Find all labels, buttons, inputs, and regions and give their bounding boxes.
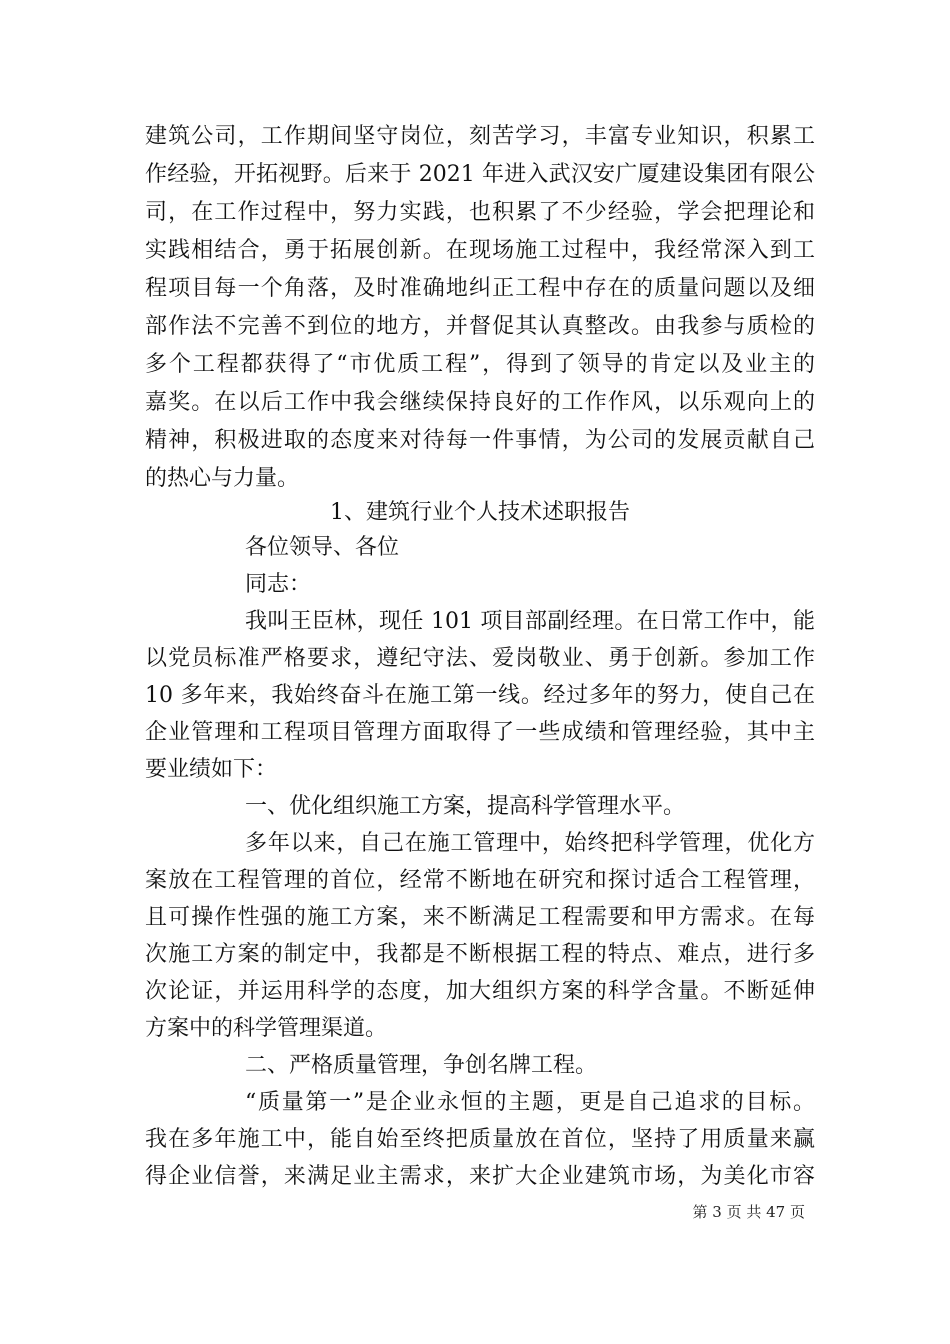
text-line: 得企业信誉，来满足业主需求，来扩大企业建筑市场，为美化市容 xyxy=(145,1164,815,1189)
text-line: “质量第一”是企业永恒的主题，更是自己追求的目标。 xyxy=(245,1090,815,1115)
subheading: 一、优化组织施工方案，提高科学管理水平。 xyxy=(245,794,686,819)
text-line: 且可操作性强的施工方案，来不断满足工程需要和甲方需求。在每 xyxy=(145,905,815,930)
text-line: 次施工方案的制定中，我都是不断根据工程的特点、难点，进行多 xyxy=(145,942,815,967)
text-line: 建筑公司，工作期间坚守岗位，刻苦学习，丰富专业知识，积累工 xyxy=(145,124,815,149)
text-line: 企业管理和工程项目管理方面取得了一些成绩和管理经验，其中主 xyxy=(145,720,815,745)
text-line: 以党员标准严格要求，遵纪守法、爱岗敬业、勇于创新。参加工作 xyxy=(145,646,815,671)
text-line: 作经验，开拓视野。后来于 2021 年进入武汉安广厦建设集团有限公 xyxy=(145,162,815,187)
text-line: 部作法不完善不到位的地方，并督促其认真整改。由我参与质检的 xyxy=(145,314,815,339)
text-line: 案放在工程管理的首位，经常不断地在研究和探讨适合工程管理， xyxy=(145,868,815,893)
text-line: 精神，积极进取的态度来对待每一件事情，为公司的发展贡献自己 xyxy=(145,428,815,453)
subheading: 二、严格质量管理，争创名牌工程。 xyxy=(245,1053,598,1078)
text-line: 10 多年来，我始终奋斗在施工第一线。经过多年的努力，使自己在 xyxy=(145,683,815,708)
text-line: 多个工程都获得了“市优质工程”，得到了领导的肯定以及业主的 xyxy=(145,352,815,377)
text-line: 要业绩如下： xyxy=(145,757,278,782)
text-line: 我叫王臣林，现任 101 项目部副经理。在日常工作中，能 xyxy=(245,609,815,634)
text-line: 方案中的科学管理渠道。 xyxy=(145,1016,388,1041)
section-heading: 1、建筑行业个人技术述职报告 xyxy=(330,500,630,525)
text-line: 我在多年施工中，能自始至终把质量放在首位，坚持了用质量来赢 xyxy=(145,1127,815,1152)
text-line: 多年以来，自己在施工管理中，始终把科学管理，优化方 xyxy=(245,831,815,856)
text-line: 嘉奖。在以后工作中我会继续保持良好的工作作风，以乐观向上的 xyxy=(145,390,815,415)
text-line: 次论证，并运用科学的态度，加大组织方案的科学含量。不断延伸 xyxy=(145,979,815,1004)
text-line: 司，在工作过程中，努力实践，也积累了不少经验，学会把理论和 xyxy=(145,200,815,225)
salutation-line: 各位领导、各位 xyxy=(245,535,400,560)
text-line: 的热心与力量。 xyxy=(145,466,300,491)
text-line: 程项目每一个角落，及时准确地纠正工程中存在的质量问题以及细 xyxy=(145,276,815,301)
text-line: 实践相结合，勇于拓展创新。在现场施工过程中，我经常深入到工 xyxy=(145,238,815,263)
salutation-line: 同志： xyxy=(245,572,312,597)
page-number: 第 3 页 共 47 页 xyxy=(692,1203,805,1221)
